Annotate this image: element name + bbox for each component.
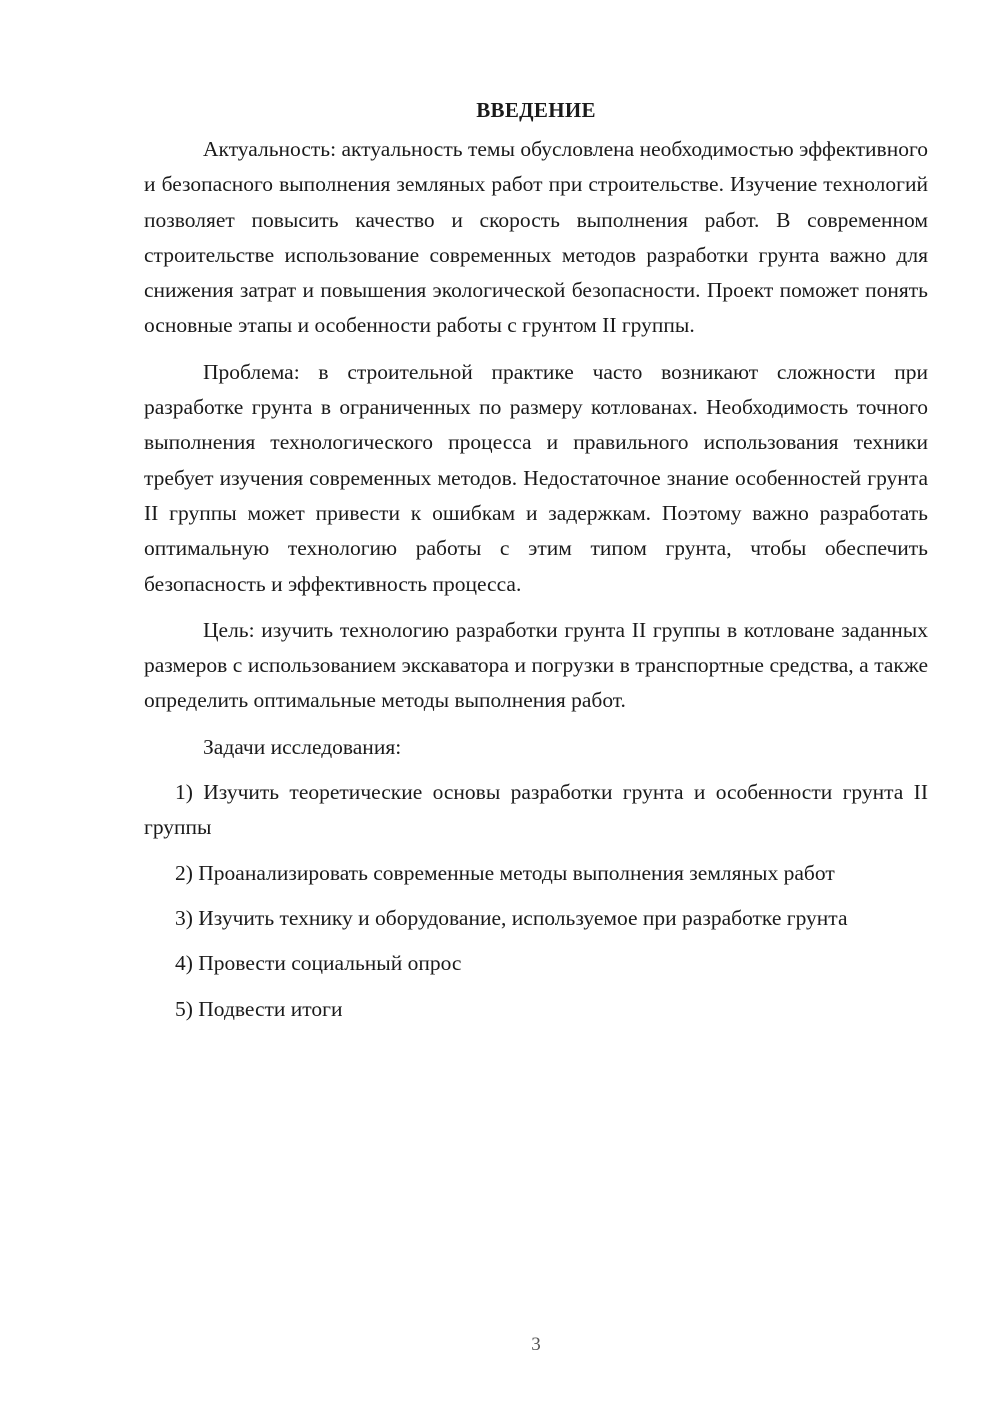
task-item: 2) Проанализировать современные методы выполнения земляных работ [175, 860, 835, 885]
page-title: ВВЕДЕНИЕ [476, 98, 596, 122]
goal-paragraph: Цель: изучить технологию разработки грунта II группы в котловане заданных размеров с использованием экскаватора и погрузки в транспортные средства, а также определить оптимальные методы выполнения работ. [144, 617, 928, 713]
task-item: 5) Подвести итоги [175, 996, 343, 1021]
document-page [144, 92, 928, 1037]
task-item: 3) Изучить технику и оборудование, используемое при разработке грунта [175, 905, 848, 930]
task-item: 1) Изучить теоретические основы разработки грунта и особенности грунта II группы [144, 780, 928, 840]
task-item: 4) Провести социальный опрос [175, 951, 462, 976]
tasks-list [144, 775, 928, 1027]
relevance-paragraph: Актуальность: актуальность темы обусловлена необходимостью эффективного и безопасного выполнения земляных работ при строительстве. Изучение технологий позволяет повысить качество и скорость выполнения работ. В современном строительстве использование современных методов разработки грунта важно для снижения затрат и повышения экологической безопасности. Проект поможет понять основные этапы и особенности работы с грунтом II группы. [144, 137, 928, 338]
tasks-heading: Задачи исследования: [203, 734, 402, 759]
page-number: 3 [531, 1334, 541, 1355]
problem-paragraph: Проблема: в строительной практике часто возникают сложности при разработке грунта в ограниченных по размеру котлованах. Необходимость точного выполнения технологического процесса и правильного использования техники требует изучения современных методов. Недостаточное знание особенностей грунта II группы может привести к ошибкам и задержкам. Поэтому важно разработать оптимальную технологию работы с этим типом грунта, чтобы обеспечить безопасность и эффективность процесса. [144, 359, 928, 596]
